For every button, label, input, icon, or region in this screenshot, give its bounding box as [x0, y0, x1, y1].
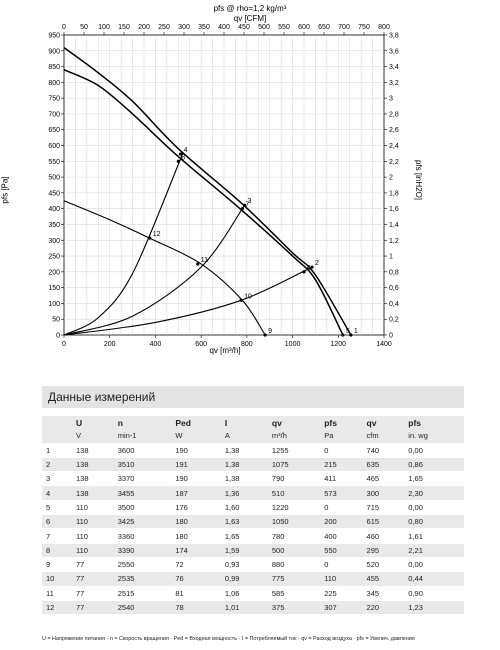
table-cell: 715: [366, 502, 380, 512]
unit-cell: V: [72, 429, 114, 443]
table-cell: 295: [363, 543, 405, 557]
table-cell: 110: [72, 543, 114, 557]
x2-tick-label: 750: [358, 24, 370, 31]
x2-tick-label: 250: [158, 24, 170, 31]
x2-tick-label: 400: [218, 24, 230, 31]
x-tick-label: 0: [62, 341, 66, 348]
column-header: Ped: [171, 416, 221, 429]
table-row: [42, 500, 464, 514]
table-cell: 1,23: [404, 600, 464, 614]
table-cell: 790: [271, 474, 285, 484]
y2-tick-label: 0,4: [389, 300, 399, 308]
y-tick-label: 600: [48, 143, 60, 151]
table-cell: 3390: [114, 543, 172, 557]
operating-point: [148, 236, 151, 239]
column-header: pfs: [404, 416, 464, 429]
table-cell: 1,63: [221, 515, 268, 529]
y2-tick-label: 0,2: [389, 316, 399, 324]
y-tick-label: 800: [48, 79, 60, 87]
y-tick-label: 500: [48, 174, 60, 182]
table-cell: 110: [76, 531, 88, 541]
table-cell: 3360: [117, 531, 135, 541]
table-cell: 174: [171, 543, 221, 557]
table-cell: 307: [320, 600, 362, 614]
table-cell: 1,65: [224, 531, 240, 541]
table-cell: 0,93: [224, 560, 240, 570]
unit-cell: A: [221, 429, 268, 443]
y-tick-label: 850: [48, 64, 60, 72]
operating-point-label: 12: [152, 231, 161, 239]
row-number-header: [42, 429, 72, 443]
table-cell: 0: [324, 502, 329, 512]
table-row: [42, 529, 464, 543]
y2-tick-label: 2: [389, 174, 393, 182]
table-cell: 1,59: [221, 543, 268, 557]
y2-tick-label: 2,8: [389, 111, 399, 119]
table-cell: 465: [366, 474, 380, 484]
table-cell: 191: [171, 457, 221, 471]
table-cell: 138: [72, 486, 114, 500]
operating-point: [241, 207, 244, 210]
y2-tick-label: 2,4: [389, 143, 399, 151]
table-cell: 110: [76, 502, 88, 512]
table-cell: 3510: [114, 457, 172, 471]
table-row: [42, 443, 464, 457]
operating-point: [341, 333, 344, 336]
y-tick-label: 900: [48, 48, 60, 56]
table-cell: 77: [72, 572, 114, 586]
table-cell: 110: [72, 515, 114, 529]
table-cell: 77: [76, 560, 85, 570]
x2-tick-label: 600: [298, 24, 310, 31]
table-cell: 780: [271, 531, 285, 541]
table-cell: 1,60: [224, 502, 240, 512]
table-cell: 78: [171, 600, 221, 614]
x-tick-label: 200: [103, 341, 116, 348]
table-cell: 0,00: [408, 560, 423, 570]
table-cell: 0,99: [221, 572, 268, 586]
table-cell: 615: [363, 515, 405, 529]
column-header: I: [221, 416, 268, 429]
table-row: [42, 557, 464, 571]
x2-tick-label: 450: [238, 24, 250, 31]
operating-point-label: 3: [247, 198, 252, 206]
x-tick-label: 1000: [284, 341, 301, 348]
table-cell: 740: [366, 445, 380, 455]
table-cell: 2540: [114, 600, 172, 614]
operating-point-label: 4: [183, 147, 188, 155]
table-cell: 1,38: [224, 445, 240, 455]
table-cell: 520: [366, 560, 380, 570]
measurement-section: [42, 386, 464, 614]
y-tick-label: 250: [48, 253, 60, 261]
unit-cell: W: [171, 429, 221, 443]
y-tick-label: 450: [48, 190, 60, 198]
table-cell: 1050: [268, 515, 320, 529]
x2-tick-label: 150: [118, 24, 130, 31]
x2-tick-label: 800: [378, 24, 390, 31]
y-tick-label: 150: [48, 285, 60, 293]
x2-tick-label: 700: [338, 24, 350, 31]
row-number-cell: 8: [42, 543, 72, 557]
table-cell: 1,38: [221, 457, 268, 471]
table-cell: 1,65: [408, 474, 423, 484]
table-cell: 635: [363, 457, 405, 471]
row-number-cell: 9: [46, 560, 51, 570]
table-cell: 138: [72, 457, 114, 471]
row-number-cell: 12: [42, 600, 72, 614]
y2-tick-label: 3,8: [389, 32, 399, 40]
table-cell: 510: [268, 486, 320, 500]
table-row: [42, 472, 464, 486]
x2-tick-label: 50: [80, 24, 88, 31]
x-tick-label: 800: [241, 341, 253, 348]
table-cell: 500: [268, 543, 320, 557]
x2-tick-label: 300: [178, 24, 190, 31]
y-tick-label: 100: [48, 300, 60, 308]
operating-point-label: 6: [307, 264, 311, 272]
y2-tick-label: 3,2: [389, 79, 399, 87]
table-cell: 0,00: [408, 502, 423, 512]
curve-line: [64, 264, 312, 335]
x-tick-label: 1200: [330, 341, 347, 348]
y-tick-label: 300: [48, 237, 60, 245]
table-cell: 3455: [114, 486, 172, 500]
table-cell: 190: [175, 474, 188, 484]
table-cell: 1,61: [408, 531, 423, 541]
operating-point: [177, 160, 180, 163]
table-cell: 72: [175, 560, 184, 570]
bottom-x-axis-label: qv [m³/h]: [209, 346, 241, 355]
row-number-cell: 10: [42, 572, 72, 586]
y-tick-label: 700: [48, 111, 60, 119]
column-header: pfs: [320, 416, 362, 429]
table-cell: 2550: [117, 560, 135, 570]
table-cell: 345: [366, 588, 380, 598]
table-cell: 76: [171, 572, 221, 586]
top-x-axis-label: qv [CFM]: [233, 14, 267, 23]
row-number-cell: 11: [46, 588, 54, 598]
row-number-cell: 1: [46, 445, 51, 455]
y2-tick-label: 1,8: [389, 190, 399, 198]
table-cell: 1,38: [224, 474, 240, 484]
operating-point-label: 9: [268, 328, 273, 335]
table-cell: 77: [72, 600, 114, 614]
y-tick-label: 200: [48, 269, 60, 277]
table-row: [42, 586, 464, 600]
table-cell: 585: [271, 588, 285, 598]
table-cell: 225: [324, 588, 337, 598]
table-cell: 775: [268, 572, 320, 586]
operating-point-label: 10: [244, 293, 252, 301]
table-header-row: [42, 416, 464, 429]
y-tick-label: 750: [48, 95, 60, 103]
table-cell: 138: [76, 445, 89, 455]
unit-cell: cfm: [363, 429, 405, 443]
row-number-cell: 4: [42, 486, 72, 500]
table-cell: 180: [171, 515, 221, 529]
table-cell: 0,86: [404, 457, 464, 471]
y2-tick-label: 1,6: [389, 206, 399, 214]
table-cell: 375: [268, 600, 320, 614]
table-cell: 0,90: [408, 588, 423, 598]
table-row: [42, 515, 464, 529]
table-row: [42, 572, 464, 586]
table-cell: 200: [320, 515, 362, 529]
table-cell: 300: [363, 486, 405, 500]
table-cell: 0,44: [404, 572, 464, 586]
curve-line: [64, 48, 351, 335]
table-cell: 1075: [268, 457, 320, 471]
unit-cell: in. wg: [404, 429, 464, 443]
y-tick-label: 0: [56, 332, 60, 340]
row-number-cell: 6: [42, 515, 72, 529]
row-number-cell: 2: [42, 457, 72, 471]
x2-tick-label: 350: [198, 24, 210, 31]
table-cell: 2,30: [404, 486, 464, 500]
x-tick-label: 600: [195, 341, 207, 348]
table-cell: 190: [175, 445, 188, 455]
y-tick-label: 400: [48, 206, 60, 214]
measurement-table: [42, 416, 464, 614]
table-cell: 411: [324, 474, 337, 484]
x2-tick-label: 0: [62, 24, 66, 31]
table-cell: 3370: [117, 474, 135, 484]
curve-line: [64, 70, 343, 335]
right-y-axis-label: pfs [inH2O]: [414, 159, 424, 201]
y-tick-label: 950: [48, 32, 60, 40]
curve-line: [64, 152, 186, 335]
table-row: [42, 457, 464, 471]
table-cell: 1,01: [221, 600, 268, 614]
table-cell: 550: [320, 543, 362, 557]
y2-tick-label: 1: [389, 253, 393, 261]
table-cell: 2,21: [404, 543, 464, 557]
table-cell: 460: [366, 531, 380, 541]
operating-point-label: 7: [245, 201, 250, 209]
table-row: [42, 600, 464, 614]
table-cell: 81: [175, 588, 184, 598]
unit-cell: min-1: [114, 429, 172, 443]
table-cell: 110: [320, 572, 362, 586]
table-cell: 3500: [117, 502, 135, 512]
table-cell: 0: [324, 445, 329, 455]
y2-tick-label: 3,6: [389, 48, 399, 56]
y2-tick-label: 0,8: [389, 269, 399, 277]
operating-point-label: 8: [181, 154, 186, 162]
table-cell: 400: [324, 531, 337, 541]
table-cell: 880: [271, 560, 285, 570]
column-header: qv: [268, 416, 320, 429]
unit-cell: m³/h: [268, 429, 320, 443]
operating-point: [264, 333, 267, 336]
x2-tick-label: 500: [258, 24, 270, 31]
operating-point-label: 5: [345, 328, 350, 335]
x2-tick-label: 550: [278, 24, 290, 31]
operating-point: [196, 262, 199, 265]
table-cell: 3600: [117, 445, 135, 455]
y2-tick-label: 0: [389, 332, 393, 340]
table-footnote: U = Напряжение питания · n = Скорость вращения · Ped = Входная мощность · I = Потребляемый ток · qv = Расход воздуха · pfs = Увелич. давления: [42, 636, 415, 642]
x-tick-label: 400: [149, 341, 162, 348]
section-title: Данные измерений: [42, 386, 464, 408]
table-cell: 77: [76, 588, 85, 598]
row-number-cell: 3: [46, 474, 51, 484]
row-number-cell: 5: [46, 502, 51, 512]
y-tick-label: 350: [48, 221, 60, 229]
left-y-axis-label: pfs [Pa]: [0, 176, 10, 204]
table-cell: 573: [320, 486, 362, 500]
y2-tick-label: 2,6: [389, 127, 399, 135]
column-header: n: [114, 416, 172, 429]
table-cell: 176: [175, 502, 188, 512]
x2-tick-label: 650: [318, 24, 330, 31]
table-cell: 0,00: [408, 445, 423, 455]
y-tick-label: 650: [48, 127, 60, 135]
operating-point: [302, 270, 305, 273]
table-cell: 0,80: [404, 515, 464, 529]
table-row: [42, 486, 464, 500]
table-cell: 2515: [117, 588, 135, 598]
table-cell: 1220: [271, 502, 289, 512]
y2-tick-label: 3: [389, 95, 393, 103]
y-tick-label: 550: [48, 158, 60, 166]
table-cell: 0: [324, 560, 329, 570]
x2-tick-label: 200: [138, 24, 150, 31]
table-cell: 180: [175, 531, 188, 541]
table-cell: 220: [363, 600, 405, 614]
table-cell: 138: [76, 474, 89, 484]
y2-tick-label: 2,2: [389, 158, 399, 166]
table-row: [42, 543, 464, 557]
operating-point-label: 2: [315, 260, 319, 268]
x-tick-label: 1400: [376, 341, 392, 348]
table-cell: 3425: [114, 515, 172, 529]
table-cell: 187: [171, 486, 221, 500]
unit-cell: Pa: [320, 429, 362, 443]
table-units-row: [42, 429, 464, 443]
table-cell: 1255: [271, 445, 289, 455]
table-cell: 455: [363, 572, 405, 586]
y2-tick-label: 3,4: [389, 64, 399, 72]
y2-tick-label: 0,6: [389, 285, 399, 293]
operating-point-label: 11: [200, 256, 208, 264]
table-cell: 1,06: [224, 588, 240, 598]
operating-point-label: 1: [353, 328, 358, 335]
y2-tick-label: 1,2: [389, 237, 399, 245]
table-body: [42, 443, 464, 614]
operating-point: [240, 299, 243, 302]
y2-tick-label: 1,4: [389, 221, 399, 229]
table-cell: 215: [320, 457, 362, 471]
row-number-header: [42, 416, 72, 429]
table-cell: 1,36: [221, 486, 268, 500]
column-header: U: [72, 416, 114, 429]
y-tick-label: 50: [52, 316, 60, 324]
row-number-cell: 7: [46, 531, 51, 541]
table-cell: 2535: [114, 572, 172, 586]
x2-tick-label: 100: [98, 24, 110, 31]
column-header: qv: [363, 416, 405, 429]
chart-title: pfs @ rho=1,2 kg/m³: [213, 4, 287, 13]
